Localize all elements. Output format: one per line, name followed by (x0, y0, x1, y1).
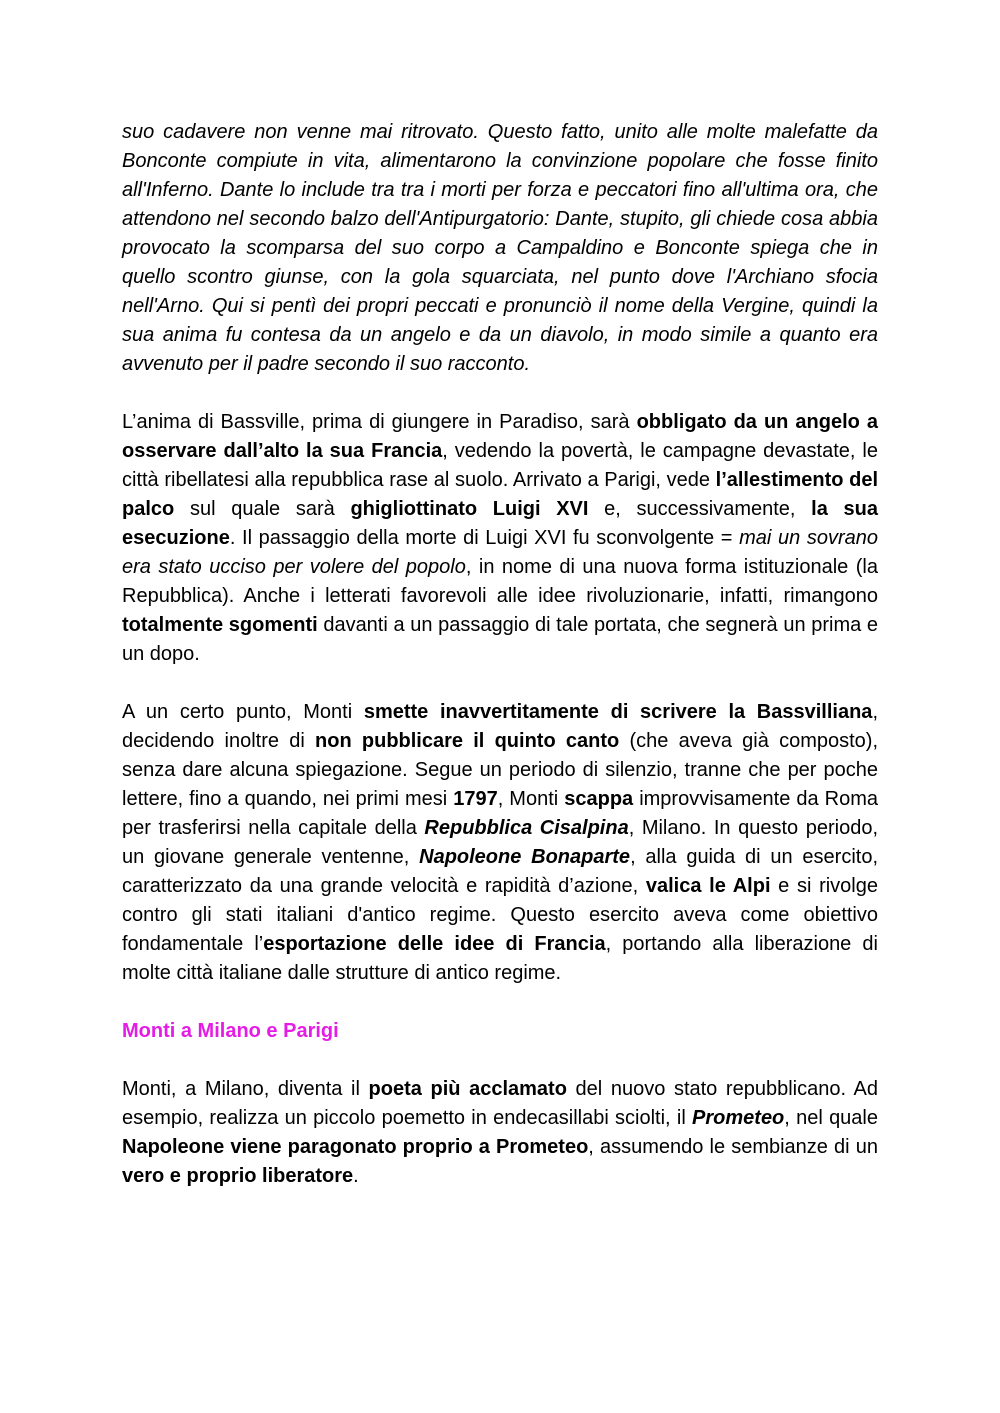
bold-text: ghigliottinato Luigi XVI (350, 498, 589, 520)
bold-text: totalmente sgomenti (122, 614, 318, 636)
bold-text: poeta più acclamato (368, 1078, 567, 1100)
paragraph-bonconte (122, 118, 878, 379)
bold-text: obbligato da un angelo a osservare dall’alto la sua Francia (122, 411, 879, 462)
paragraph-monti-milano (122, 1075, 878, 1191)
text-run: sul quale sarà (174, 498, 351, 520)
document-body (122, 118, 878, 1220)
text-run: , in nome di una nuova forma istituzionale (la Repubblica). Anche i letterati favorevoli alle idee rivoluzionarie, infatti, rimangono (122, 556, 878, 607)
bold-text: Napoleone viene paragonato proprio a Prometeo (122, 1136, 589, 1158)
paragraph-bassville (122, 408, 878, 669)
paragraph-monti-escape (122, 698, 878, 988)
bold-text: Prometeo (692, 1107, 785, 1129)
bold-text: la sua esecuzione (122, 498, 879, 549)
text-run: improvvisamente da Roma per trasferirsi nella capitale della (122, 788, 878, 839)
text-run: L’anima di Bassville, prima di giungere in Paradiso, sarà (122, 411, 637, 433)
text-run: , portando alla liberazione di molte città italiane dalle strutture di antico regime. (122, 933, 878, 984)
text-run: e, successivamente, (588, 498, 812, 520)
text-run: del nuovo stato repubblicano. Ad esempio, realizza un piccolo poemetto in endecasillabi sciolti, il (122, 1078, 878, 1129)
bold-text: smette inavvertitamente di scrivere la Bassvilliana (363, 701, 873, 723)
bold-text: 1797 (453, 788, 498, 810)
text-run: , Monti (497, 788, 565, 810)
text-run: , nel quale (784, 1107, 878, 1129)
bold-text: l’allestimento del palco (122, 469, 879, 520)
text-run: suo cadavere non venne mai ritrovato. Questo fatto, unito alle molte malefatte da Bonconte compiute in vita, alimentarono la convinzione popolare che fosse finito all'Inferno. Dante lo include tra tra i morti per forza e peccatori fino all'ultima ora, che attendono nel secondo balzo dell'Antipurgatorio: Dante, stupito, gli chiede cosa abbia provocato la scomparsa del suo corpo a Campaldino e Bonconte spiega che in quello scontro giunse, con la gola squarciata, nel punto dove l'Archiano sfocia nell'Arno. Qui si pentì dei propri peccati e pronunciò il nome della Vergine, quindi la sua anima fu contesa da un angelo e da un diavolo, in modo simile a quanto era avvenuto per il padre secondo il suo racconto. (122, 121, 878, 375)
bold-text: esportazione delle idee di Francia (263, 933, 606, 955)
bold-text: valica le Alpi (645, 875, 771, 897)
section-heading: Monti a Milano e Parigi (122, 1020, 339, 1042)
bold-text: non pubblicare il quinto canto (315, 730, 620, 752)
text-run: Monti, a Milano, diventa il (122, 1078, 369, 1100)
text-run: e si rivolge contro gli stati italiani d'antico regime. Questo esercito aveva come obiettivo fondamentale l’ (122, 875, 878, 955)
text-run: , assumendo le sembianze di un (588, 1136, 879, 1158)
text-run: . (353, 1165, 359, 1187)
text-run: A un certo punto, Monti (122, 701, 364, 723)
text-run: davanti a un passaggio di tale portata, che segnerà un prima e un dopo. (122, 614, 878, 665)
text-run: . Il passaggio della morte di Luigi XVI fu sconvolgente = (229, 527, 740, 549)
bold-text: vero e proprio liberatore (122, 1165, 354, 1187)
bold-text: Napoleone Bonaparte (419, 846, 631, 868)
italic-text: mai un sovrano era stato ucciso per volere del popolo (122, 527, 878, 578)
text-run: (che aveva già composto), senza dare alcuna spiegazione. Segue un periodo di silenzio, tranne che per poche lettere, fino a quando, nei primi mesi (122, 730, 879, 810)
text-run: , vedendo la povertà, le campagne devastate, le città ribellatesi alla repubblica rase al suolo. Arrivato a Parigi, vede (122, 440, 878, 491)
bold-text: scappa (564, 788, 634, 810)
text-run: , alla guida di un esercito, caratterizzato da una grande velocità e rapidità d’azione, (122, 846, 878, 897)
text-run: , Milano. In questo periodo, un giovane generale ventenne, (122, 817, 879, 868)
bold-text: Repubblica Cisalpina (424, 817, 629, 839)
text-run: , decidendo inoltre di (122, 701, 878, 752)
